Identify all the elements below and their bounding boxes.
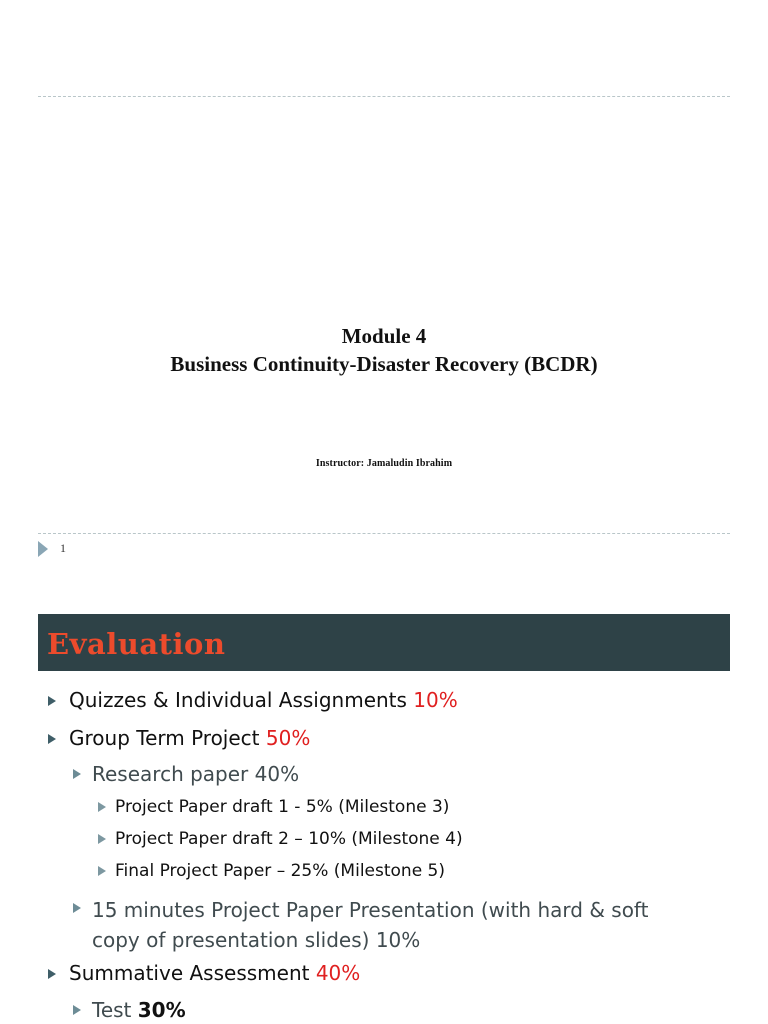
item-text: 15 minutes Project Paper Presentation (with hard & soft <box>92 898 649 922</box>
bullet-arrow-icon <box>73 903 81 913</box>
item-weight: 10% <box>413 688 458 712</box>
bullet-arrow-icon <box>48 969 56 979</box>
list-item <box>73 762 299 786</box>
item-weight: 50% <box>265 726 311 750</box>
slide-bottom-divider <box>38 533 730 534</box>
list-item <box>48 688 458 712</box>
item-text: Final Project Paper – 25% (Milestone 5) <box>115 861 446 881</box>
bullet-arrow-icon <box>73 769 81 779</box>
list-item <box>98 797 449 817</box>
evaluation-banner <box>38 614 730 671</box>
module-subtitle: Business Continuity-Disaster Recovery (BCDR) <box>170 352 598 376</box>
item-text: Project Paper draft 1 - 5% (Milestone 3) <box>115 797 450 817</box>
item-weight: 40% <box>315 961 361 985</box>
module-title: Module 4 <box>341 324 427 348</box>
item-text: copy of presentation slides) 10% <box>92 928 421 952</box>
bullet-arrow-icon <box>98 866 106 876</box>
list-item <box>73 998 186 1022</box>
item-text: Research paper 40% <box>92 762 300 786</box>
item-text: Summative Assessment <box>69 961 316 985</box>
instructor-name: Instructor: Jamaludin Ibrahim <box>315 458 453 469</box>
slide-number: 1 <box>60 541 66 555</box>
list-item <box>48 726 310 750</box>
list-item <box>48 961 360 985</box>
list-item <box>98 861 445 881</box>
item-weight: 30% <box>137 998 186 1022</box>
bullet-arrow-icon <box>98 834 106 844</box>
bullet-arrow-icon <box>73 1005 81 1015</box>
slide-number-arrow-icon <box>38 541 48 557</box>
bullet-arrow-icon <box>98 802 106 812</box>
item-text: Test <box>92 998 138 1022</box>
item-text: Quizzes & Individual Assignments <box>69 688 414 712</box>
item-text: Project Paper draft 2 – 10% (Milestone 4) <box>115 829 463 849</box>
evaluation-heading: Evaluation <box>47 627 226 661</box>
slide-title-block <box>0 322 768 378</box>
bullet-arrow-icon <box>48 734 56 744</box>
list-item <box>98 829 463 849</box>
slide-top-divider <box>38 96 730 97</box>
list-item <box>73 895 648 955</box>
bullet-arrow-icon <box>48 696 56 706</box>
item-text: Group Term Project <box>69 726 266 750</box>
